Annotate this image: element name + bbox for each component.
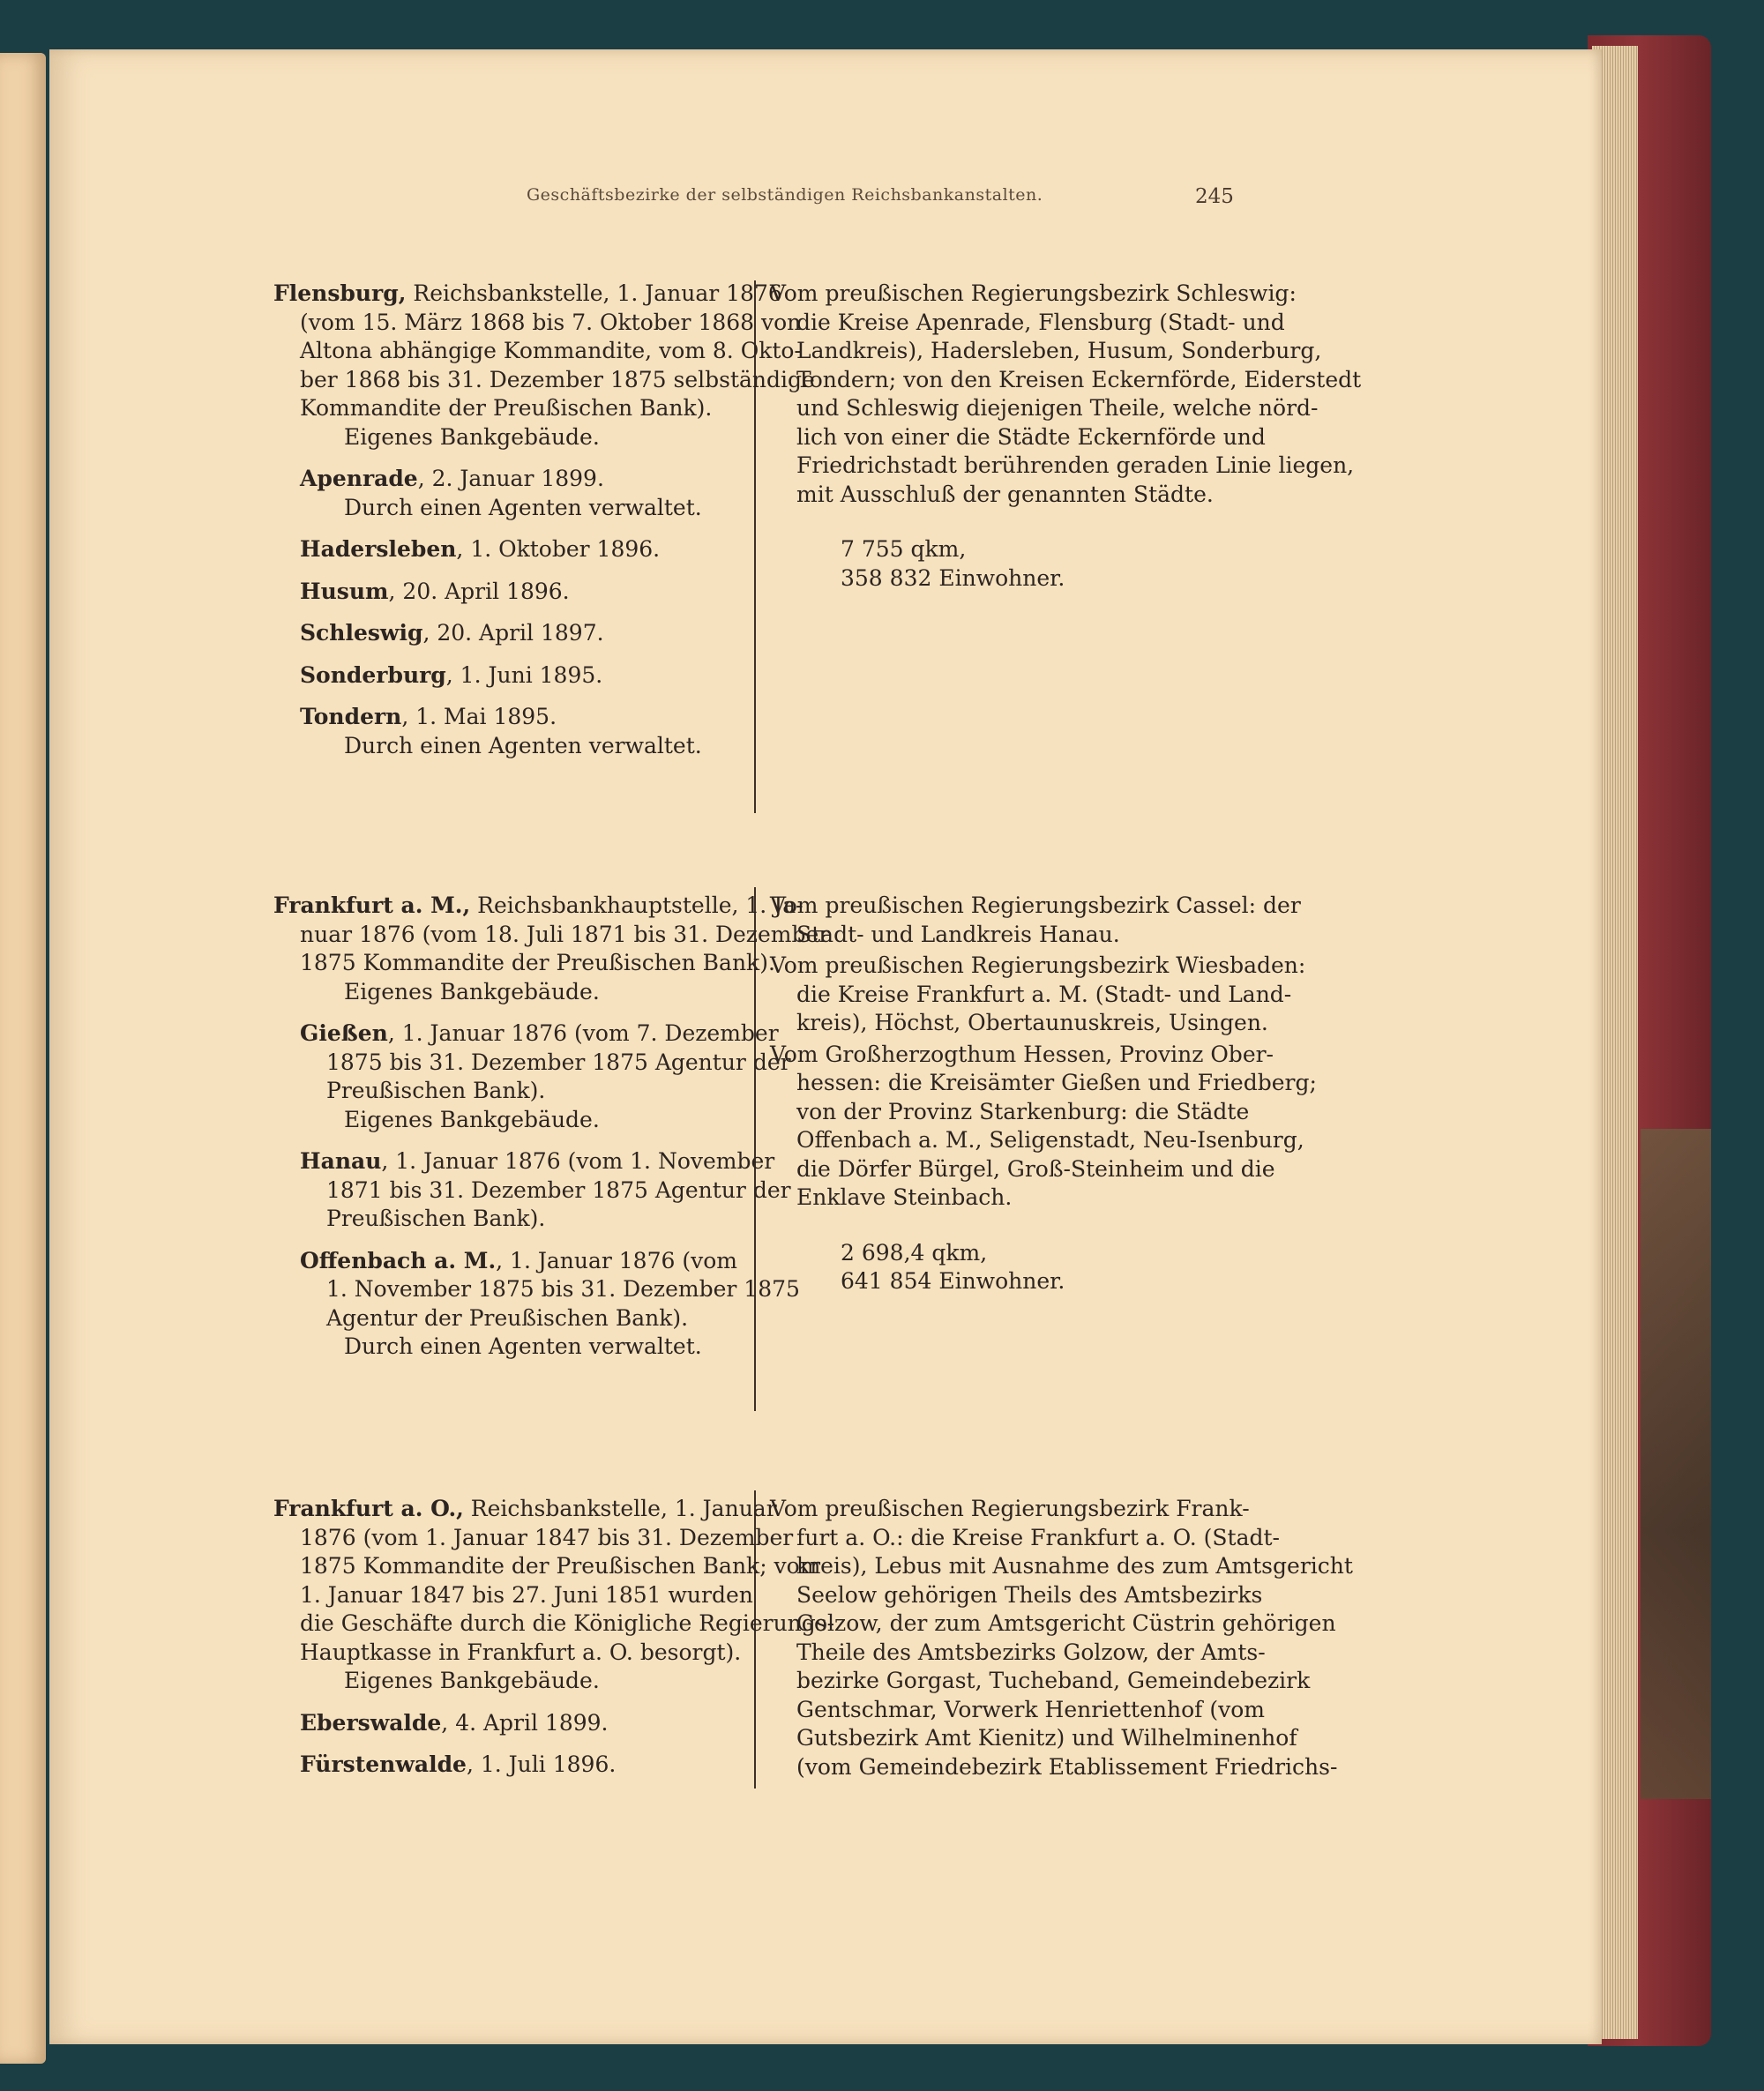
district-line: die Dörfer Bürgel, Groß-Steinheim und die (796, 1155, 1275, 1182)
district-line: Vom preußischen Regierungsbezirk Wiesbaden: (770, 952, 1306, 978)
sub-entry-name: Husum (300, 578, 389, 604)
district-line: Theile des Amtsbezirks Golzow, der Amts- (796, 1639, 1266, 1665)
sub-entry-name: Sonderburg (300, 661, 446, 688)
entry-line: Kommandite der Preußischen Bank). (300, 395, 713, 421)
entry-flensburg (273, 280, 815, 760)
district-line: Vom preußischen Regierungsbezirk Cassel: der (770, 892, 1301, 918)
entry-note: Eigenes Bankgebäude. (344, 423, 600, 450)
district-line: Vom preußischen Regierungsbezirk Schleswig: (770, 280, 1297, 306)
sub-entry: Schleswig, 20. April 1897. (300, 620, 604, 646)
sub-entry: Offenbach a. M., 1. Januar 1876 (vom 1. November 1875 bis 31. Dezember 1875 Agentur der Preußischen Bank). Durch einen Agenten verwaltet. (273, 1247, 736, 1362)
sub-entry-name: Offenbach a. M. (300, 1247, 497, 1273)
sub-entry-note: Eigenes Bankgebäude. (344, 1106, 600, 1132)
district-line: Stadt- und Landkreis Hanau. (796, 921, 1120, 947)
page-number: 245 (1195, 185, 1234, 208)
entry-name: Flensburg, (273, 280, 407, 306)
sub-entry-name: Gießen (300, 1020, 388, 1046)
district-line: lich von einer die Städte Eckernförde und (796, 423, 1266, 450)
sub-entry-line: Preußischen Bank). (326, 1078, 546, 1103)
district-line: hessen: die Kreisämter Gießen und Friedberg; (796, 1070, 1317, 1095)
entry-line: ber 1868 bis 31. Dezember 1875 selbständige (300, 366, 815, 392)
district-line: und Schleswig diejenigen Theile, welche nörd- (796, 395, 1319, 421)
district-flensburg (770, 280, 1362, 593)
sub-entry: Apenrade, 2. Januar 1899. Durch einen Agenten verwaltet. (273, 465, 736, 522)
entry-line: (vom 15. März 1868 bis 7. Oktober 1868 von (300, 309, 802, 335)
entry-name: Frankfurt a. M., (273, 892, 471, 918)
sub-entry-name: Eberswalde (300, 1709, 442, 1736)
district-population: 641 854 Einwohner. (841, 1268, 1065, 1294)
district-line: Gentschmar, Vorwerk Henriettenhof (vom (796, 1696, 1265, 1722)
sub-entry: Fürstenwalde, 1. Juli 1896. (300, 1751, 617, 1777)
sub-entry-note: Durch einen Agenten verwaltet. (344, 494, 702, 520)
entry-note: Eigenes Bankgebäude. (344, 978, 600, 1004)
sub-entry: Tondern, 1. Mai 1895. Durch einen Agenten verwaltet. (273, 703, 736, 760)
district-frankfurt-main (770, 892, 1317, 1296)
district-line: kreis), Lebus mit Ausnahme des zum Amtsgericht (796, 1553, 1353, 1579)
district-line: kreis), Höchst, Obertaunuskreis, Usingen. (796, 1010, 1268, 1035)
sub-entry-line: Agentur der Preußischen Bank). (326, 1304, 689, 1331)
facing-page-edge (0, 53, 46, 2064)
district-line: (vom Gemeindebezirk Etablissement Friedrichs- (796, 1753, 1338, 1780)
district-line: mit Ausschluß der genannten Städte. (796, 481, 1214, 507)
sub-entry: Hadersleben, 1. Oktober 1896. (300, 536, 661, 562)
entry-line: 1876 (vom 1. Januar 1847 bis 31. Dezember (300, 1524, 794, 1550)
sub-entry-name: Hanau (300, 1148, 382, 1174)
sub-entry-name: Tondern (300, 704, 402, 729)
sub-entry-name: Hadersleben (300, 536, 457, 562)
sub-entry: Hanau, 1. Januar 1876 (vom 1. November 1871 bis 31. Dezember 1875 Agentur der Preußischen Bank). (273, 1147, 736, 1234)
district-line: die Kreise Frankfurt a. M. (Stadt- und Land- (796, 981, 1292, 1007)
sub-entry: Sonderburg, 1. Juni 1895. (300, 661, 603, 688)
district-area: 7 755 qkm, (841, 536, 967, 562)
district-line: Vom Großherzogthum Hessen, Provinz Ober- (770, 1041, 1274, 1067)
district-line: Tondern; von den Kreisen Eckernförde, Eiderstedt (796, 366, 1362, 392)
running-header: Geschäftsbezirke der selbständigen Reichsbankanstalten. (527, 185, 1043, 205)
district-line: Friedrichstadt berührenden geraden Linie liegen, (796, 452, 1355, 478)
sub-entry-note: Durch einen Agenten verwaltet. (344, 732, 702, 758)
entry-line: nuar 1876 (vom 18. Juli 1871 bis 31. Dezember (300, 921, 830, 947)
district-line: Enklave Steinbach. (796, 1184, 1013, 1210)
sub-entry-name: Schleswig (300, 620, 423, 646)
sub-entry-name: Apenrade (300, 466, 418, 491)
district-line: Seelow gehörigen Theils des Amtsbezirks (796, 1581, 1263, 1608)
entry-frankfurt-oder: Frankfurt a. O., Reichsbankstelle, 1. Januar 1876 (vom 1. Januar 1847 bis 31. Dezember 1875 Kommandite der Preußischen Bank; vom 1. Januar 1847 bis 27. Juni 1851 wurden die Geschäfte durch die Königliche Regierungs- Hauptkasse in Frankfurt a. O. besorgt). Eigenes Bankgebäude. Eberswalde, 4. April 1899. Fürstenwalde, 1. Juli 1896. (273, 1495, 736, 1780)
sub-entry-line: 1875 bis 31. Dezember 1875 Agentur der (326, 1049, 791, 1075)
entry-line: Hauptkasse in Frankfurt a. O. besorgt). (300, 1639, 742, 1665)
district-line: furt a. O.: die Kreise Frankfurt a. O. (Stadt- (796, 1524, 1280, 1550)
district-frankfurt-oder (770, 1495, 1353, 1781)
entry-title-line: Flensburg, Reichsbankstelle, 1. Januar 1876 (273, 280, 782, 306)
sub-entry: Gießen, 1. Januar 1876 (vom 7. Dezember 1875 bis 31. Dezember 1875 Agentur der Preußischen Bank). Eigenes Bankgebäude. (273, 1019, 736, 1134)
district-population: 358 832 Einwohner. (841, 564, 1065, 591)
district-area: 2 698,4 qkm, (841, 1239, 988, 1266)
district-line: Landkreis), Hadersleben, Husum, Sonderburg, (796, 338, 1322, 363)
entry-line: Altona abhängige Kommandite, vom 8. Okto- (300, 338, 802, 363)
sub-entry-line: 1871 bis 31. Dezember 1875 Agentur der (326, 1176, 791, 1203)
district-line: bezirke Gorgast, Tucheband, Gemeindebezirk (796, 1668, 1311, 1693)
district-line: Vom preußischen Regierungsbezirk Frank- (770, 1496, 1250, 1521)
cover-wear (1641, 1129, 1711, 1799)
sub-entry-note: Durch einen Agenten verwaltet. (344, 1333, 702, 1359)
entry-line: die Geschäfte durch die Königliche Regierungs- (300, 1610, 835, 1636)
entry-frankfurt-main: Frankfurt a. M., Reichsbankhauptstelle, 1. Ja- nuar 1876 (vom 18. Juli 1871 bis 31. Dezember 1875 Kommandite der Preußischen Bank). Eigenes Bankgebäude. Gießen, 1. Januar 1876 (vom 7. Dezember 1875 bis 31. Dezember 1875 Agentur der Preußischen Bank). Eigenes Bankgebäude. Hanau, 1. Januar 1876 (vom 1. November 1871 bis 31. Dezember 1875 Agentur der Preußischen Bank). Offenbach a. M., 1. Januar 1876 (vom 1. November 1875 bis 31. Dezember 1875 Agentur der Preußischen Bank). Durch einen Agenten verwaltet. (273, 892, 736, 1362)
district-line: Golzow, der zum Amtsgericht Cüstrin gehörigen (796, 1610, 1336, 1636)
district-line: die Kreise Apenrade, Flensburg (Stadt- und (796, 309, 1285, 335)
district-line: von der Provinz Starkenburg: die Städte (796, 1098, 1250, 1124)
district-line: Offenbach a. M., Seligenstadt, Neu-Isenburg, (796, 1127, 1304, 1153)
sub-entry: Eberswalde, 4. April 1899. (300, 1709, 609, 1736)
sub-entry-name: Fürstenwalde (300, 1751, 467, 1777)
entry-line: 1. Januar 1847 bis 27. Juni 1851 wurden (300, 1581, 753, 1608)
sub-entry-line: Preußischen Bank). (326, 1206, 546, 1231)
entry-line: 1875 Kommandite der Preußischen Bank). (300, 950, 775, 975)
sub-entry: Husum, 20. April 1896. (300, 578, 570, 604)
sub-entry-line: 1. November 1875 bis 31. Dezember 1875 (326, 1276, 800, 1302)
district-line: Gutsbezirk Amt Kienitz) und Wilhelminenhof (796, 1725, 1297, 1751)
entry-name: Frankfurt a. O., (273, 1496, 464, 1521)
entry-note: Eigenes Bankgebäude. (344, 1668, 600, 1693)
entry-line: 1875 Kommandite der Preußischen Bank; vom (300, 1553, 821, 1579)
